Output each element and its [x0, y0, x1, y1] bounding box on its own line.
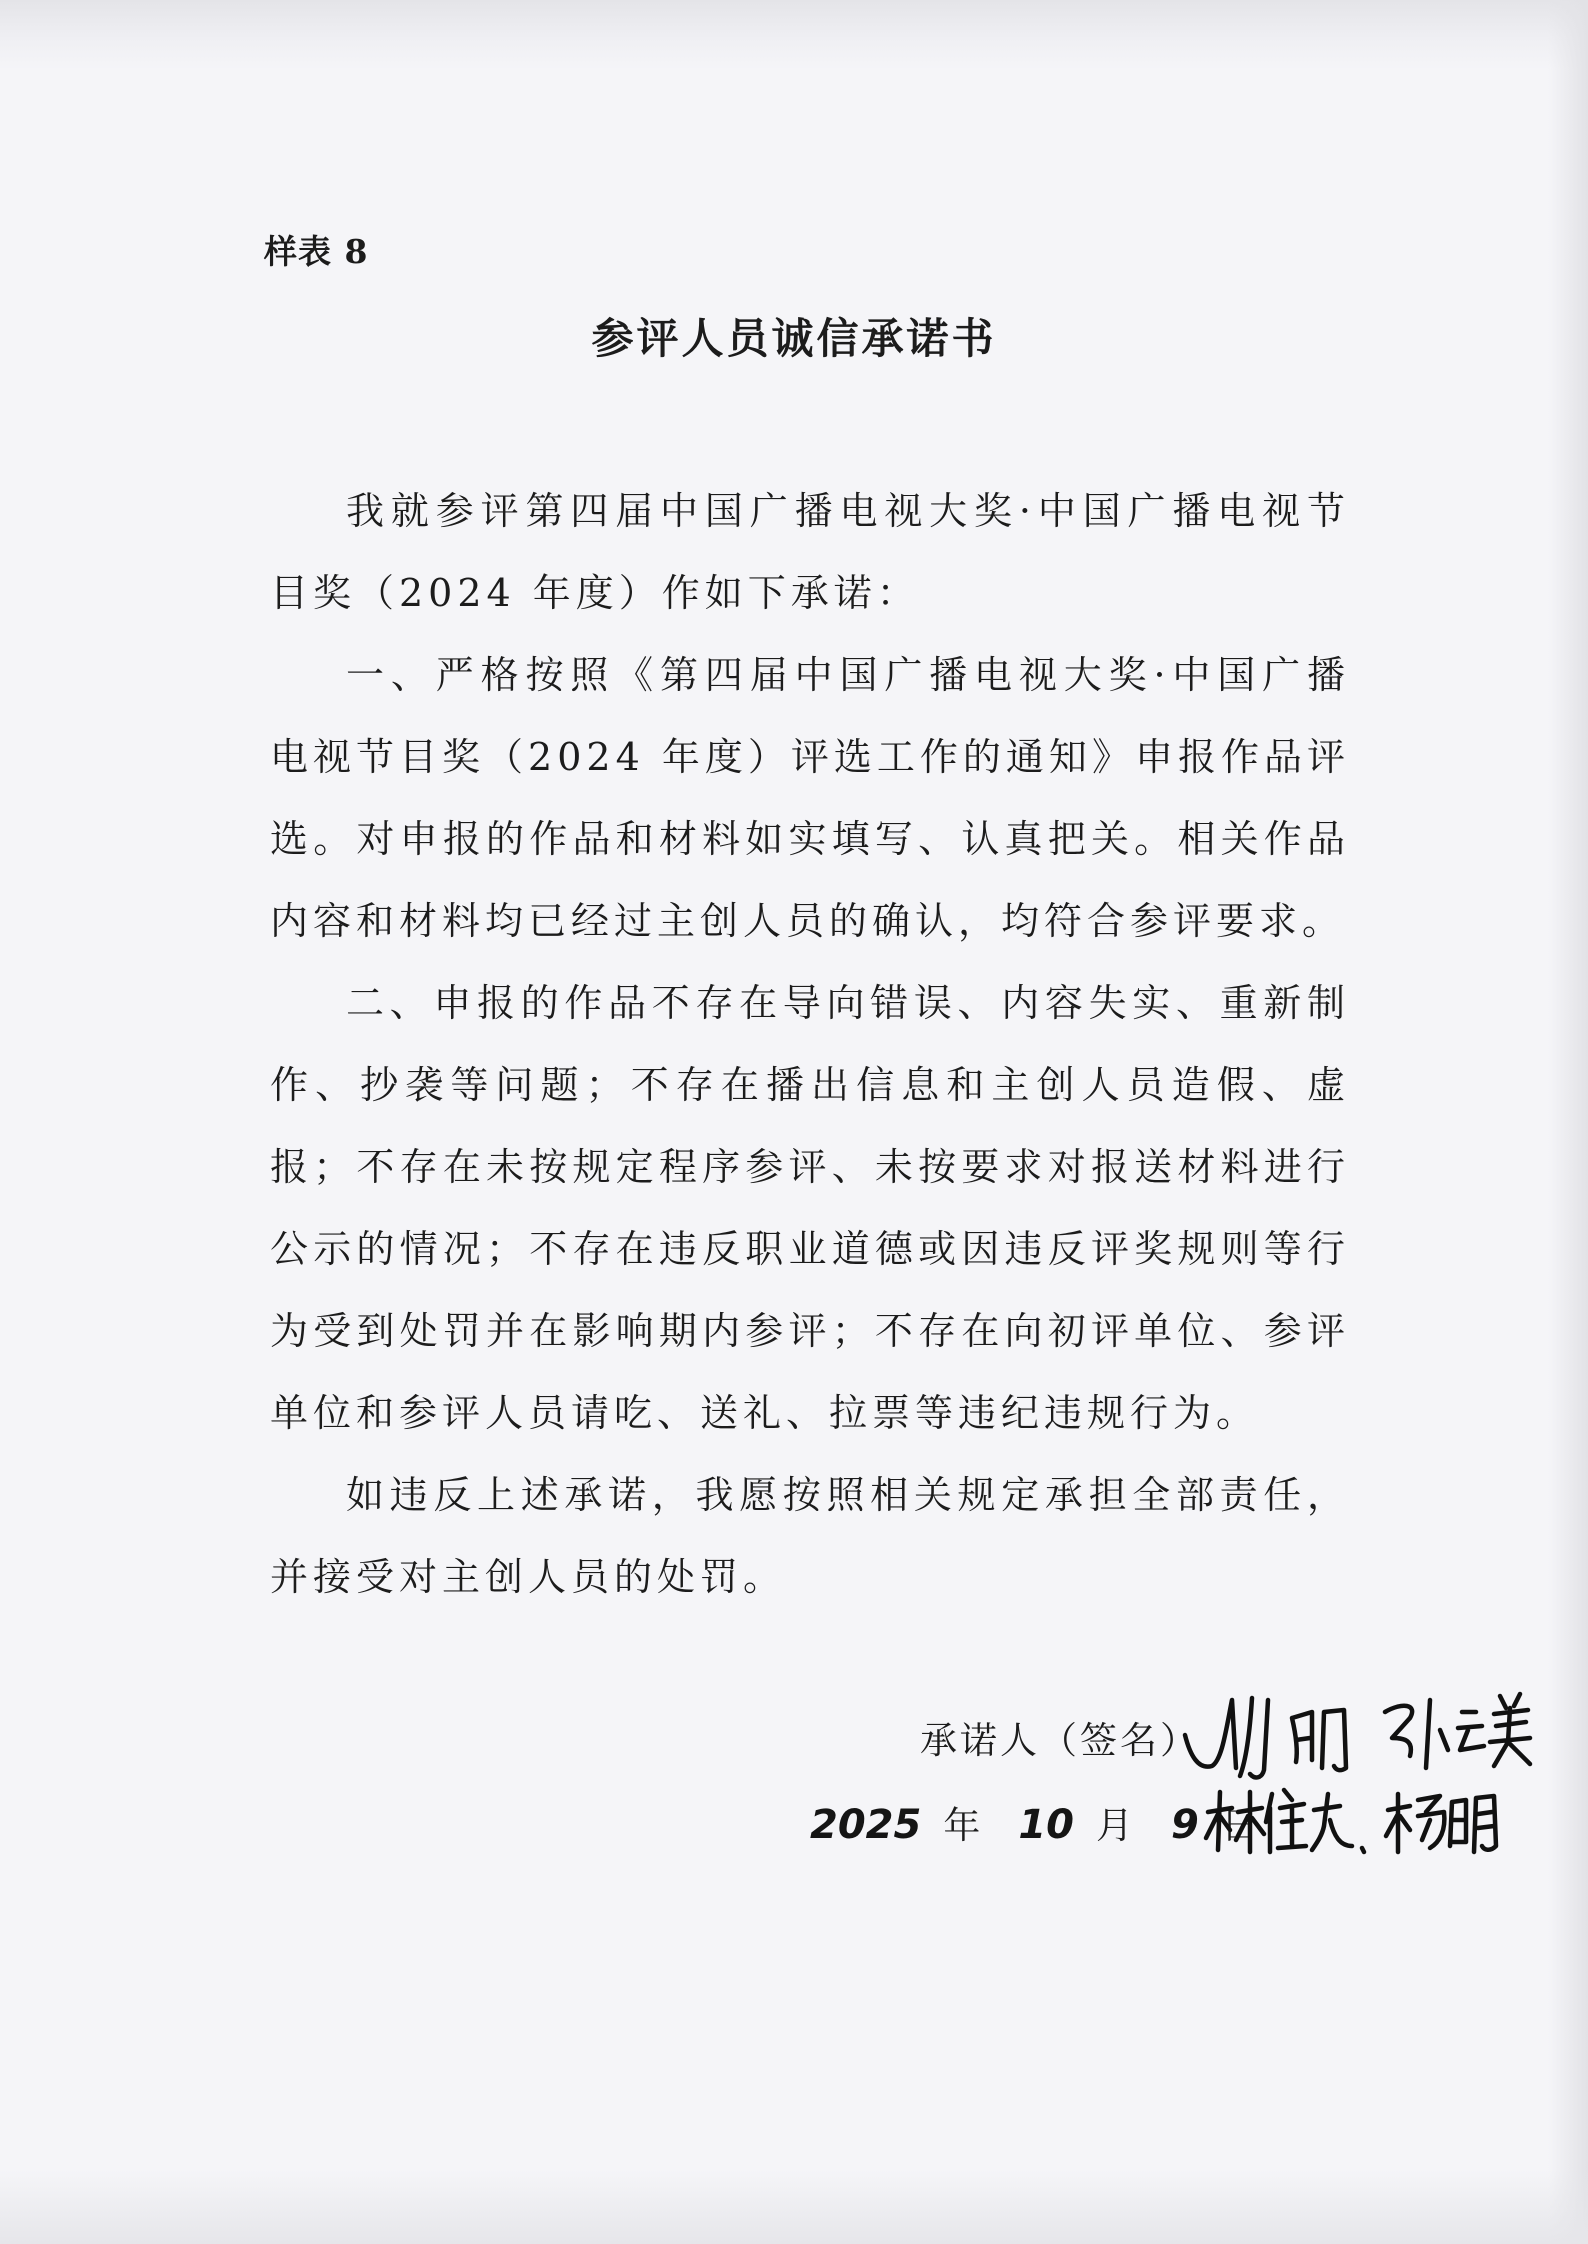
signing-date: [810, 1795, 1258, 1849]
closing-paragraph: 如违反上述承诺，我愿按照相关规定承担全部责任，并接受对主创人员的处罚。: [270, 1473, 1350, 1599]
document-title: 参评人员诚信承诺书: [591, 314, 997, 363]
date-month: 10: [1018, 1802, 1074, 1848]
date-day-unit: 日: [1220, 1804, 1258, 1847]
signature-yang-ming: [1386, 1794, 1496, 1852]
date-month-unit: 月: [1096, 1804, 1133, 1847]
scan-edge-top: [0, 0, 1588, 70]
date-day: 9: [1171, 1802, 1199, 1848]
date-year: 2025: [810, 1802, 922, 1848]
signer-label: 承诺人（签名）: [920, 1719, 1200, 1762]
pledge-body: [270, 470, 1350, 1618]
intro-paragraph: 我就参评第四届中国广播电视大奖·中国广播电视节目奖（2024 年度）作如下承诺：: [270, 489, 1350, 615]
form-number: 样表 8: [264, 232, 369, 271]
clause-one-paragraph: 一、严格按照《第四届中国广播电视大奖·中国广播电视节目奖（2024 年度）评选工作的通知》申报作品评选。对申报的作品和材料如实填写、认真把关。相关作品内容和材料均已经过主创人员的确认，均符合参评要求。: [270, 653, 1350, 943]
signature-liu-ming: [1185, 1698, 1346, 1777]
clause-two-paragraph: 二、申报的作品不存在导向错误、内容失实、重新制作、抄袭等问题；不存在播出信息和主创人员造假、虚报；不存在未按规定程序参评、未按要求对报送材料进行公示的情况；不存在违反职业道德或因违反评奖规则等行为受到处罚并在影响期内参评；不存在向初评单位、参评单位和参评人员请吃、送礼、拉票等违纪违规行为。: [270, 981, 1350, 1435]
date-year-unit: 年: [943, 1804, 981, 1847]
signature-sun-yunmei: [1385, 1694, 1530, 1768]
scan-edge-bottom: [0, 2170, 1588, 2244]
